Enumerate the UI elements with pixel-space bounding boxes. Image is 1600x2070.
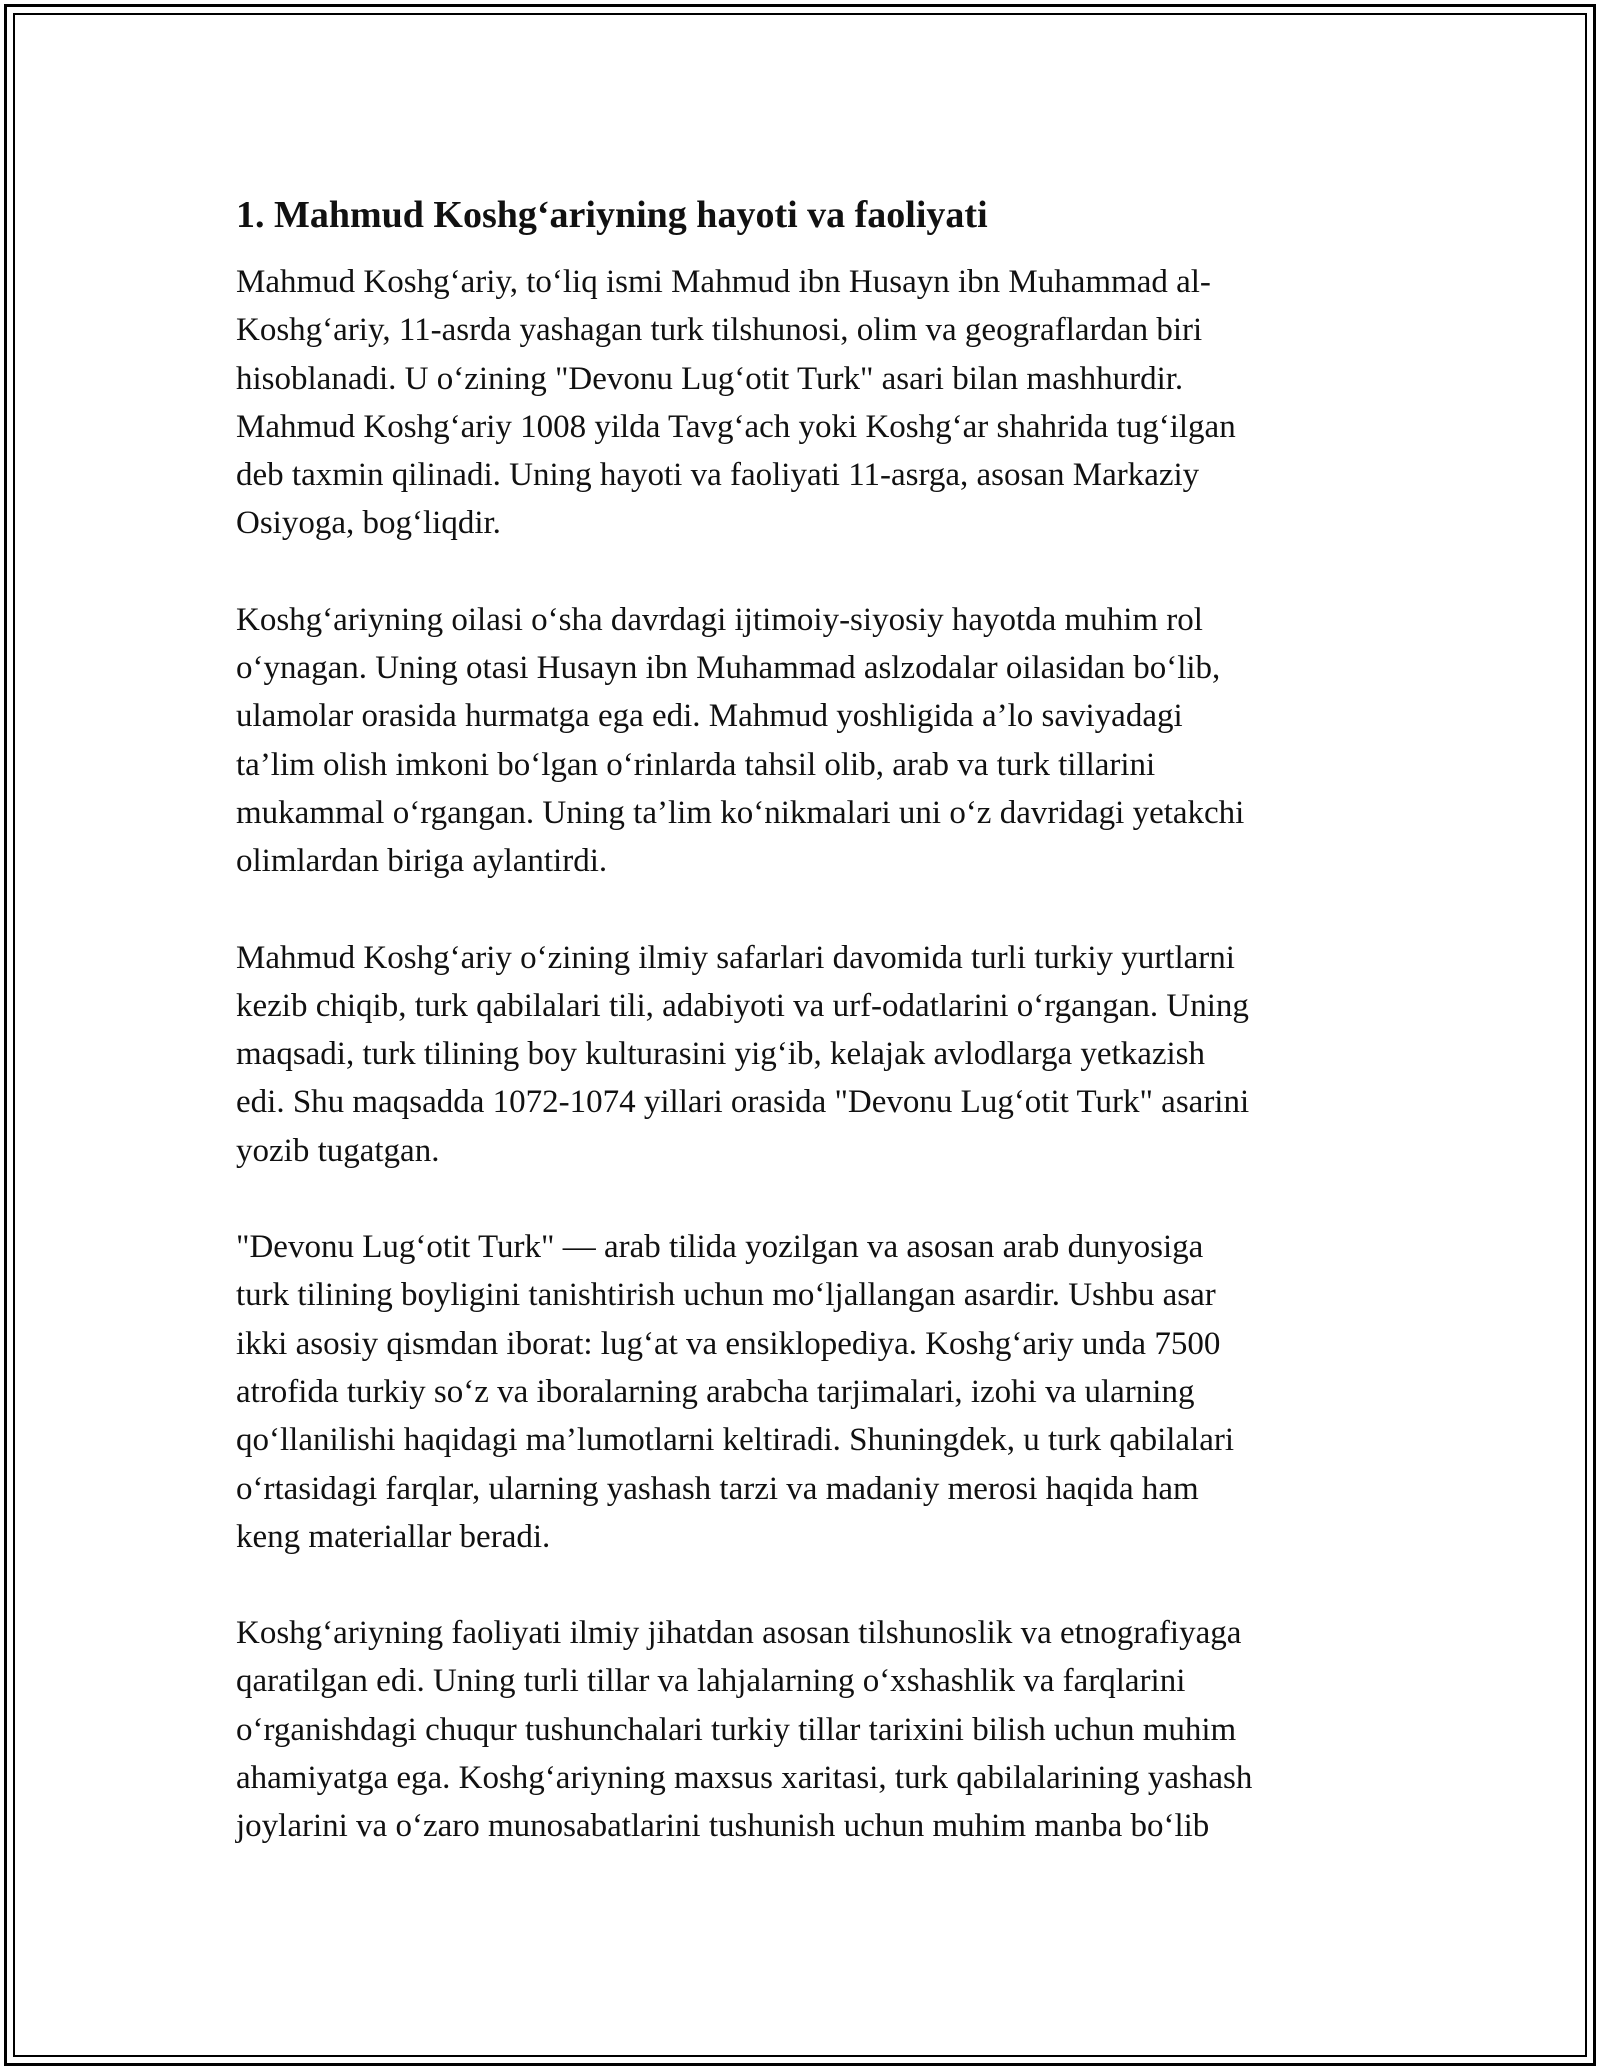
text-line: yozib tugatgan. <box>236 1132 440 1169</box>
text-line: ikki asosiy qismdan iborat: lug‘at va ensiklopediya. Koshg‘ariy unda 7500 <box>236 1325 1221 1362</box>
text-line: o‘rtasidagi farqlar, ularning yashash tarzi va madaniy merosi haqida ham <box>236 1470 1199 1507</box>
paragraph-2 <box>236 596 1376 886</box>
text-line: turk tilining boyligini tanishtirish uchun mo‘ljallangan asardir. Ushbu asar <box>236 1277 1216 1314</box>
paragraph-3 <box>236 934 1376 1175</box>
text-line: keng materiallar beradi. <box>236 1518 551 1555</box>
text-line: ahamiyatga ega. Koshg‘ariyning maxsus xaritasi, turk qabilalarining yashash <box>236 1760 1253 1797</box>
text-line: "Devonu Lug‘otit Turk" — arab tilida yozilgan va asosan arab dunyosiga <box>236 1229 1204 1266</box>
document-body <box>236 186 1376 1899</box>
paragraph-1 <box>236 258 1376 548</box>
text-line: Mahmud Koshg‘ariy 1008 yilda Tavg‘ach yoki Koshg‘ar shahrida tug‘ilgan <box>236 408 1236 445</box>
paragraph-5 <box>236 1609 1376 1850</box>
text-line: ta’lim olish imkoni bo‘lgan o‘rinlarda tahsil olib, arab va turk tillarini <box>236 746 1156 783</box>
text-line: Mahmud Koshg‘ariy o‘zining ilmiy safarlari davomida turli turkiy yurtlarni <box>236 939 1235 976</box>
text-line: atrofida turkiy so‘z va iboralarning arabcha tarjimalari, izohi va ularning <box>236 1373 1195 1410</box>
text-line: edi. Shu maqsadda 1072-1074 yillari orasida "Devonu Lug‘otit Turk" asarini <box>236 1084 1250 1121</box>
text-line: joylarini va o‘zaro munosabatlarini tushunish uchun muhim manba bo‘lib <box>236 1808 1210 1845</box>
text-line: Koshg‘ariy, 11-asrda yashagan turk tilshunosi, olim va geograflardan biri <box>236 312 1203 349</box>
paragraph-4 <box>236 1223 1376 1561</box>
text-line: qo‘llanilishi haqidagi ma’lumotlarni keltiradi. Shuningdek, u turk qabilalari <box>236 1422 1235 1459</box>
text-line: ulamolar orasida hurmatga ega edi. Mahmud yoshligida a’lo saviyadagi <box>236 698 1183 735</box>
text-line: deb taxmin qilinadi. Uning hayoti va faoliyati 11-asrga, asosan Markaziy <box>236 457 1200 494</box>
text-line: mukammal o‘rgangan. Uning ta’lim ko‘nikmalari uni o‘z davridagi yetakchi <box>236 794 1245 831</box>
text-line: olimlardan biriga aylantirdi. <box>236 843 608 880</box>
text-line: Osiyoga, bog‘liqdir. <box>236 505 501 542</box>
section-heading: 1. Mahmud Koshg‘ariyning hayoti va faoliyati <box>236 194 988 236</box>
text-line: hisoblanadi. U o‘zining "Devonu Lug‘otit Turk" asari bilan mashhurdir. <box>236 360 1184 397</box>
text-line: Koshg‘ariyning faoliyati ilmiy jihatdan asosan tilshunoslik va etnografiyaga <box>236 1615 1242 1652</box>
text-line: kezib chiqib, turk qabilalari tili, adabiyoti va urf-odatlarini o‘rgangan. Uning <box>236 987 1249 1024</box>
text-line: qaratilgan edi. Uning turli tillar va lahjalarning o‘xshashlik va farqlarini <box>236 1663 1186 1700</box>
text-line: maqsadi, turk tilining boy kulturasini yig‘ib, kelajak avlodlarga yetkazish <box>236 1036 1206 1073</box>
text-line: Mahmud Koshg‘ariy, to‘liq ismi Mahmud ibn Husayn ibn Muhammad al- <box>236 264 1211 300</box>
text-line: o‘rganishdagi chuqur tushunchalari turkiy tillar tarixini bilish uchun muhim <box>236 1711 1237 1748</box>
text-line: Koshg‘ariyning oilasi o‘sha davrdagi ijtimoiy-siyosiy hayotda muhim rol <box>236 601 1203 638</box>
text-line: o‘ynagan. Uning otasi Husayn ibn Muhammad aslzodalar oilasidan bo‘lib, <box>236 650 1221 687</box>
